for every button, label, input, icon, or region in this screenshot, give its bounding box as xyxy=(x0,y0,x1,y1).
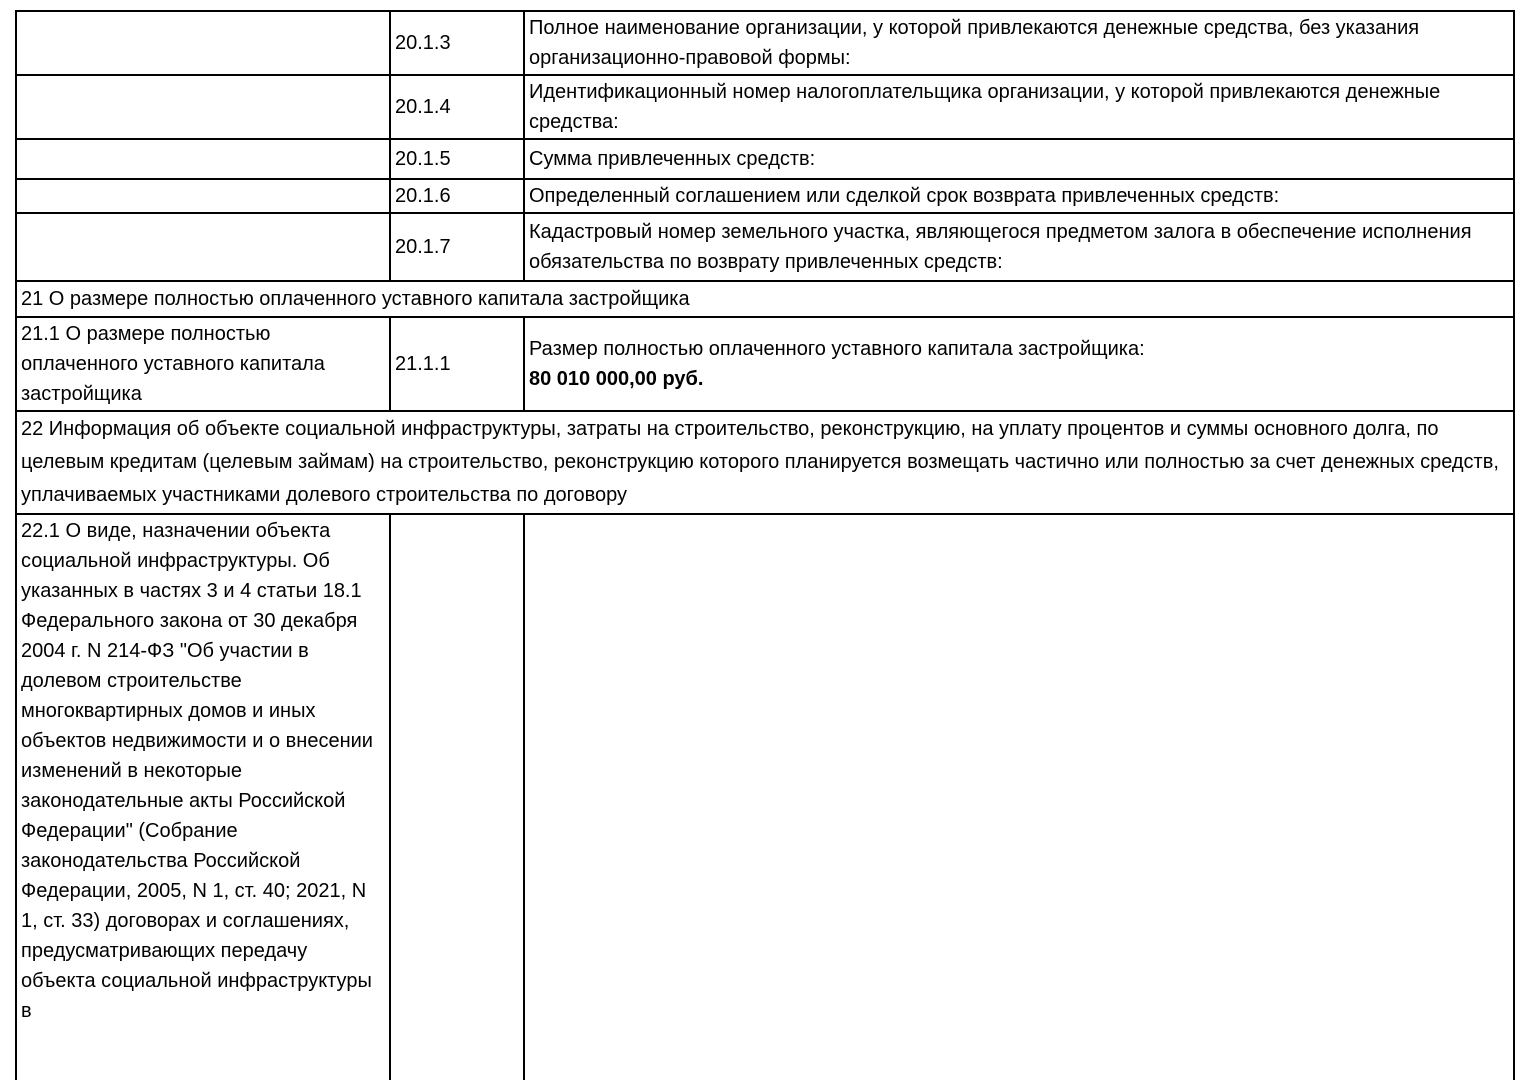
row-text-cell: Определенный соглашением или сделкой срок возврата привлеченных средств: xyxy=(524,179,1514,213)
row-left-label-cell: 21.1 О размере полностью оплаченного уставного капитала застройщика xyxy=(16,317,390,411)
row-text-cell: Идентификационный номер налогоплательщика организации, у которой привлекаются денежные средства: xyxy=(524,75,1514,139)
table-row-20-1-5 xyxy=(16,139,1514,179)
declaration-table xyxy=(15,10,1515,1080)
table-row-20-1-3 xyxy=(16,11,1514,75)
section-22-header-row xyxy=(16,411,1514,514)
row-left-empty-cell xyxy=(16,139,390,179)
table-row-20-1-4 xyxy=(16,75,1514,139)
row-number-cell: 20.1.5 xyxy=(390,139,524,179)
row-text-cell xyxy=(524,514,1514,1080)
row-text-cell: Кадастровый номер земельного участка, являющегося предметом залога в обеспечение исполнения обязательства по возврату привлеченных средств: xyxy=(524,213,1514,281)
row-text-cell: Полное наименование организации, у которой привлекаются денежные средства, без указания организационно-правовой формы: xyxy=(524,11,1514,75)
row-number-cell: 20.1.7 xyxy=(390,213,524,281)
row-text-cell xyxy=(524,317,1514,411)
charter-capital-label: Размер полностью оплаченного уставного капитала застройщика: xyxy=(529,338,1145,360)
row-left-label-cell: 22.1 О виде, назначении объекта социальной инфраструктуры. Об указанных в частях 3 и 4 статьи 18.1 Федерального закона от 30 декабря 2004 г. N 214-ФЗ "Об участии в долевом строительстве многоквартирных домов и иных объектов недвижимости и о внесении изменений в некоторые законодательные акты Российской Федерации" (Собрание законодательства Российской Федерации, 2005, N 1, ст. 40; 2021, N 1, ст. 33) договорах и соглашениях, предусматривающих передачу объекта социальной инфраструктуры в xyxy=(16,514,390,1080)
table-row-20-1-6 xyxy=(16,179,1514,213)
section-21-header-row xyxy=(16,281,1514,317)
row-number-cell: 21.1.1 xyxy=(390,317,524,411)
table-row-22-1 xyxy=(16,514,1514,1080)
row-number-cell xyxy=(390,514,524,1080)
section-21-header: 21 О размере полностью оплаченного уставного капитала застройщика xyxy=(16,281,1514,317)
row-left-empty-cell xyxy=(16,179,390,213)
charter-capital-value: 80 010 000,00 руб. xyxy=(529,368,704,390)
row-left-empty-cell xyxy=(16,75,390,139)
row-left-empty-cell xyxy=(16,213,390,281)
row-text-cell: Сумма привлеченных средств: xyxy=(524,139,1514,179)
row-left-empty-cell xyxy=(16,11,390,75)
section-22-header: 22 Информация об объекте социальной инфраструктуры, затраты на строительство, реконструкцию, на уплату процентов и суммы основного долга, по целевым кредитам (целевым займам) на строительство, реконструкцию которого планируется возмещать частично или полностью за счет денежных средств, уплачиваемых участниками долевого строительства по договору xyxy=(16,411,1514,514)
table-row-21-1 xyxy=(16,317,1514,411)
row-number-cell: 20.1.6 xyxy=(390,179,524,213)
table-row-20-1-7 xyxy=(16,213,1514,281)
row-number-cell: 20.1.3 xyxy=(390,11,524,75)
row-number-cell: 20.1.4 xyxy=(390,75,524,139)
